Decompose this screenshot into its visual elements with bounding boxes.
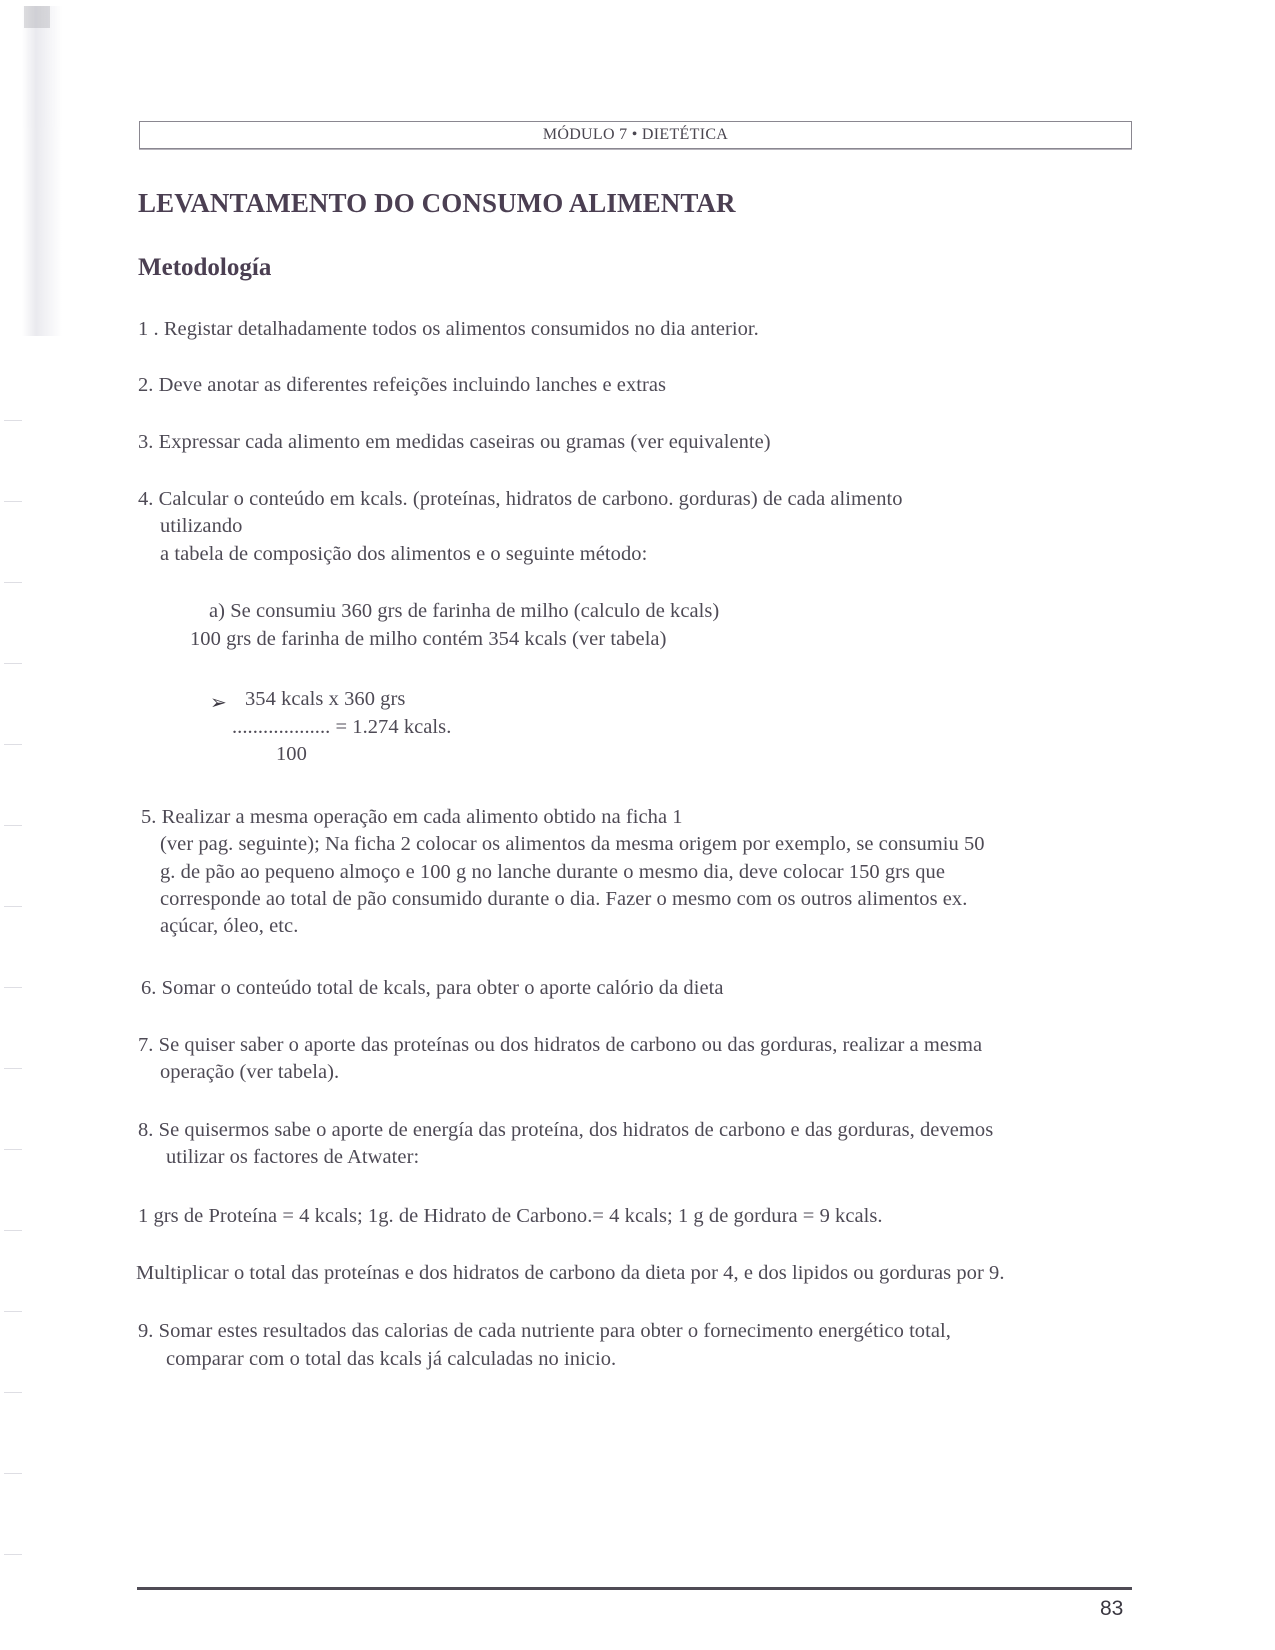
example-numerator: 354 kcals x 360 grs: [245, 688, 406, 710]
list-item-8-cont: utilizar os factores de Atwater:: [166, 1146, 420, 1168]
scan-edge-artifact: [22, 6, 62, 336]
atwater-factors: 1 grs de Proteína = 4 kcals; 1g. de Hidrato de Carbono.= 4 kcals; 1 g de gordura = 9 kcals.: [138, 1205, 883, 1227]
list-item-5-cont: corresponde ao total de pão consumido durante o dia. Fazer o mesmo com os outros alimentos ex.: [160, 888, 968, 910]
footer-rule: [137, 1587, 1132, 1590]
section-heading: Metodología: [138, 254, 272, 281]
list-item-5-cont: açúcar, óleo, etc.: [160, 915, 299, 937]
list-item-8: 8. Se quisermos sabe o aporte de energía das proteína, dos hidratos de carbono e das gorduras, devemos: [138, 1119, 994, 1141]
list-item-4: 4. Calcular o conteúdo em kcals. (proteínas, hidratos de carbono. gorduras) de cada alimento: [138, 488, 903, 510]
multiply-note: Multiplicar o total das proteínas e dos hidratos de carbono da dieta por 4, e dos lipidos ou gorduras por 9.: [136, 1262, 1005, 1284]
list-item-9: 9. Somar estes resultados das calorias de cada nutriente para obter o fornecimento energético total,: [138, 1320, 951, 1342]
list-item-5-cont: (ver pag. seguinte); Na ficha 2 colocar os alimentos da mesma origem por exemplo, se consumiu 50: [160, 833, 985, 855]
module-header-label: MÓDULO 7 • DIETÉTICA: [542, 126, 729, 143]
list-item-2: 2. Deve anotar as diferentes refeições incluindo lanches e extras: [138, 374, 667, 396]
page-number: 83: [1100, 1597, 1124, 1620]
list-item-3: 3. Expressar cada alimento em medidas caseiras ou gramas (ver equivalente): [138, 431, 771, 453]
example-line-b: 100 grs de farinha de milho contém 354 kcals (ver tabela): [190, 628, 667, 650]
list-item-4-cont: a tabela de composição dos alimentos e o seguinte método:: [160, 543, 648, 565]
list-item-9-cont: comparar com o total das kcals já calculadas no inicio.: [166, 1348, 617, 1370]
page-title: LEVANTAMENTO DO CONSUMO ALIMENTAR: [138, 188, 736, 218]
arrow-bullet-icon: ➢: [210, 690, 227, 714]
module-header-box: [139, 121, 1132, 149]
list-item-7-cont: operação (ver tabela).: [160, 1061, 340, 1083]
list-item-5: 5. Realizar a mesma operação em cada alimento obtido na ficha 1: [141, 806, 683, 828]
example-denominator: 100: [276, 743, 307, 765]
list-item-1: 1 . Registar detalhadamente todos os alimentos consumidos no dia anterior.: [138, 318, 759, 340]
list-item-4-cont: utilizando: [160, 515, 243, 537]
example-result: ................... = 1.274 kcals.: [232, 716, 452, 738]
margin-scan-marks: [4, 340, 22, 1590]
list-item-6: 6. Somar o conteúdo total de kcals, para obter o aporte calório da dieta: [141, 977, 724, 999]
example-line-a: a) Se consumiu 360 grs de farinha de milho (calculo de kcals): [209, 600, 720, 622]
list-item-5-cont: g. de pão ao pequeno almoço e 100 g no lanche durante o mesmo dia, deve colocar 150 grs que: [160, 861, 946, 883]
list-item-7: 7. Se quiser saber o aporte das proteínas ou dos hidratos de carbono ou das gorduras, realizar a mesma: [138, 1034, 983, 1056]
